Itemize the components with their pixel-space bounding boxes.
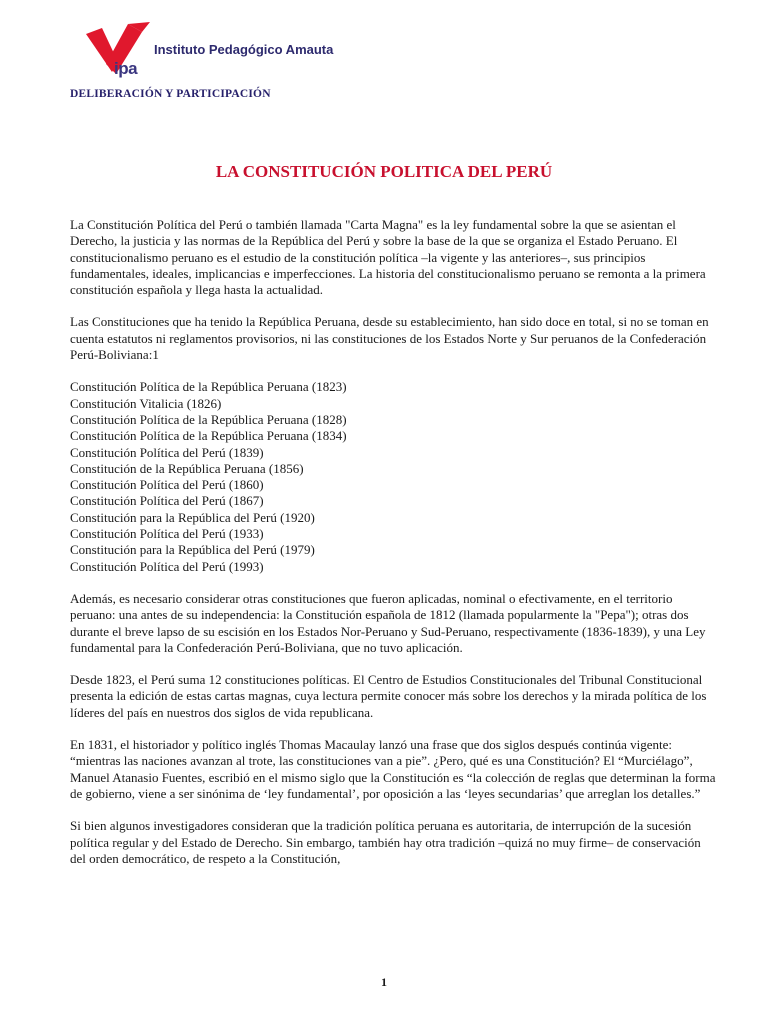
- paragraph: La Constitución Política del Perú o también llamada "Carta Magna" es la ley fundamental sobre la que se asientan el Derecho, la justicia y las normas de la República del Perú y sobre la base de la que se organiza el Estado Peruano. El constitucionalismo peruano es el estudio de la constitución política –la vigente y las anteriores–, sus principios fundamentales, ideales, implicancias e imperfecciones. La historia del constitucionalismo peruano se remonta a la primera constitución española y llega hasta la actualidad.: [70, 217, 706, 298]
- list-item: Constitución para la República del Perú (1920): [70, 509, 315, 525]
- list-item: Constitución Política de la República Peruana (1823): [70, 379, 347, 395]
- paragraph: Desde 1823, el Perú suma 12 constituciones políticas. El Centro de Estudios Constitucionales del Tribunal Constitucional presenta la edición de estas cartas magnas, cuya lectura permite conocer más sobre los derechos y la mirada política de los líderes del país en nuestros dos siglos de vida republicana.: [70, 672, 707, 720]
- list-item: Constitución Política del Perú (1839): [70, 444, 264, 460]
- list-item: Constitución Política del Perú (1993): [70, 558, 264, 574]
- list-item: Constitución de la República Peruana (1856): [70, 460, 304, 476]
- institution-abbr: ipa: [114, 59, 138, 78]
- document-title: LA CONSTITUCIÓN POLITICA DEL PERÚ: [215, 162, 553, 181]
- list-item: Constitución Política del Perú (1867): [70, 493, 264, 509]
- list-item: Constitución Vitalicia (1826): [70, 395, 222, 411]
- institution-logo: [84, 20, 364, 82]
- list-item: Constitución Política de la República Peruana (1828): [70, 411, 347, 427]
- document-body: [70, 217, 718, 883]
- list-item: Constitución Política de la República Peruana (1834): [70, 428, 347, 444]
- institution-name: Instituto Pedagógico Amauta: [154, 42, 334, 57]
- paragraph: Además, es necesario considerar otras constituciones que fueron aplicadas, nominal o efectivamente, en el territorio peruano: una antes de su independencia: la Constitución española de 1812 (llamada popularmente la "Pepa"); otras dos durante el breve lapso de su escisión en los Estados Nor-Peruano y Sud-Peruano, respectivamente (1836-1839), y una Ley fundamental para la Confederación Perú-Boliviana, que no tuvo aplicación.: [70, 590, 706, 655]
- paragraph: En 1831, el historiador y político inglés Thomas Macaulay lanzó una frase que dos siglos después continúa vigente: “mientras las naciones avanzan al trote, las constituciones van a pie”. ¿Pero, qué es una Constitución? El “Murciélago”, Manuel Atanasio Fuentes, escribió en el mismo siglo que la Constitución es “la colección de reglas que determinan la forma de gobierno, viene a ser sinónima de ‘ley fundamental’, por oposición a las ‘leyes secundarias’ que arreglan los detalles.”: [70, 737, 716, 801]
- paragraph: Las Constituciones que ha tenido la República Peruana, desde su establecimiento, han sido doce en total, si no se toman en cuenta estatutos ni reglamentos provisorios, ni las constituciones de los Estados Norte y Sur peruanos de la Confederación Perú-Boliviana:1: [70, 314, 709, 363]
- page-number: 1: [381, 975, 387, 989]
- section-label: DELIBERACIÓN Y PARTICIPACIÓN: [70, 88, 271, 100]
- list-item: Constitución Política del Perú (1860): [70, 477, 264, 493]
- paragraph: Si bien algunos investigadores consideran que la tradición política peruana es autoritaria, de interrupción de la sucesión política regular y del Estado de Derecho. Sin embargo, también hay otra tradición –quizá no muy firme– de conservación del orden democrático, de respeto a la Constitución,: [70, 818, 701, 866]
- list-item: Constitución para la República del Perú (1979): [70, 542, 315, 558]
- list-item: Constitución Política del Perú (1933): [70, 526, 264, 542]
- constitutions-list: [70, 379, 718, 575]
